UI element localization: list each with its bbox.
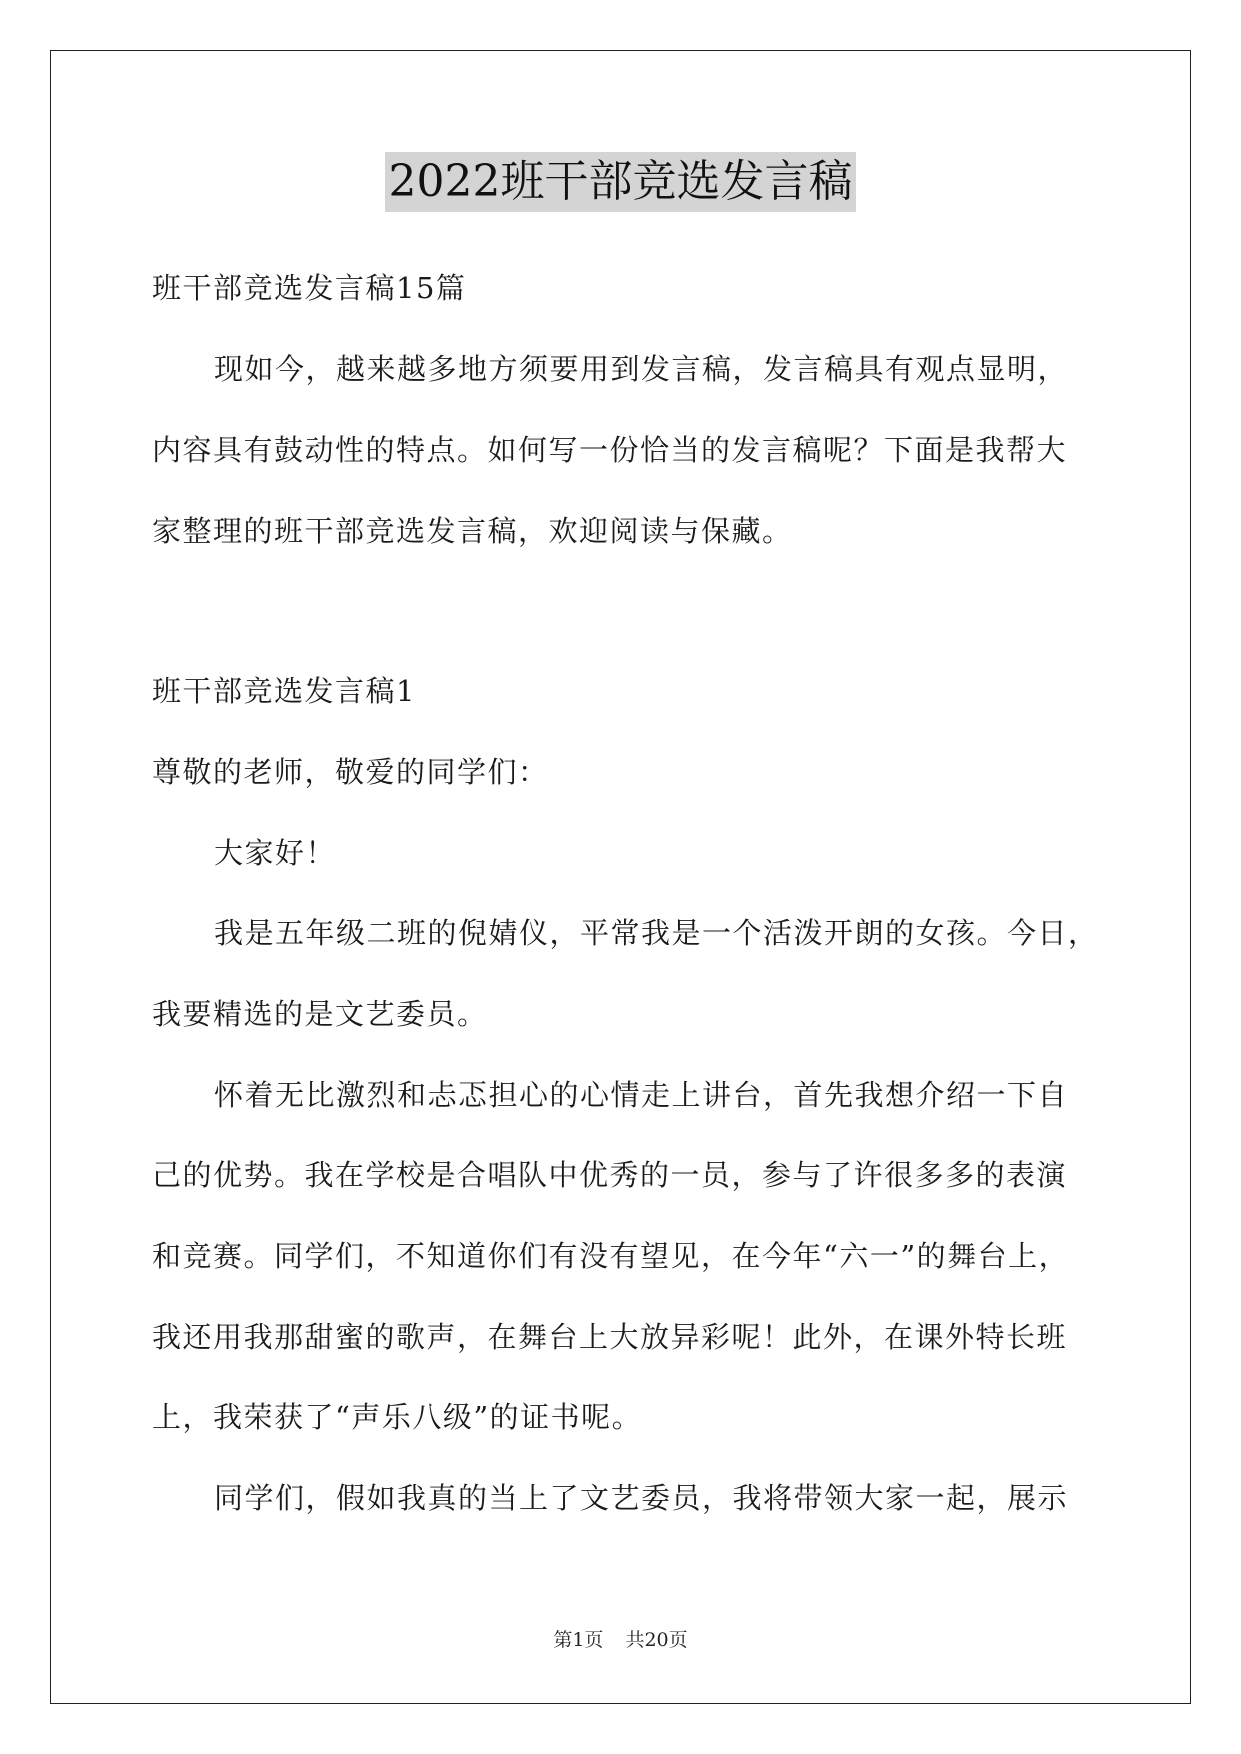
paragraph-line: 现如今，越来越多地方须要用到发言稿，发言稿具有观点显明，	[214, 352, 1069, 386]
paragraph-line: 同学们，假如我真的当上了文艺委员，我将带领大家一起，展示	[214, 1481, 1069, 1515]
paragraph-line: 我是五年级二班的倪婧仪，平常我是一个活泼开朗的女孩。今日，	[214, 916, 1099, 950]
title-container	[0, 152, 1241, 212]
paragraph-line: 己的优势。我在学校是合唱队中优秀的一员，参与了许很多多的表演	[152, 1158, 1068, 1192]
section-heading: 班干部竞选发言稿1	[152, 674, 416, 708]
paragraph-line: 和竞赛。同学们，不知道你们有没有望见，在今年“六一”的舞台上，	[152, 1239, 1070, 1273]
page-number: 第1页	[553, 1629, 604, 1651]
paragraph-line: 我还用我那甜蜜的歌声，在舞台上大放异彩呢！此外，在课外特长班	[152, 1320, 1068, 1354]
page-footer	[0, 1628, 1241, 1652]
document-title: 2022班干部竞选发言稿	[385, 152, 857, 212]
paragraph-line: 我要精选的是文艺委员。	[152, 997, 488, 1031]
subtitle-line: 班干部竞选发言稿15篇	[152, 271, 467, 305]
greeting-line: 大家好！	[214, 836, 337, 870]
paragraph-line: 上，我荣获了“声乐八级”的证书呢。	[152, 1400, 643, 1434]
page-total: 共20页	[625, 1629, 688, 1651]
paragraph-line: 怀着无比激烈和忐忑担心的心情走上讲台，首先我想介绍一下自	[214, 1078, 1069, 1112]
paragraph-line: 家整理的班干部竞选发言稿，欢迎阅读与保藏。	[152, 514, 793, 548]
salutation-line: 尊敬的老师，敬爱的同学们：	[152, 755, 549, 789]
paragraph-line: 内容具有鼓动性的特点。如何写一份恰当的发言稿呢？下面是我帮大	[152, 433, 1068, 467]
